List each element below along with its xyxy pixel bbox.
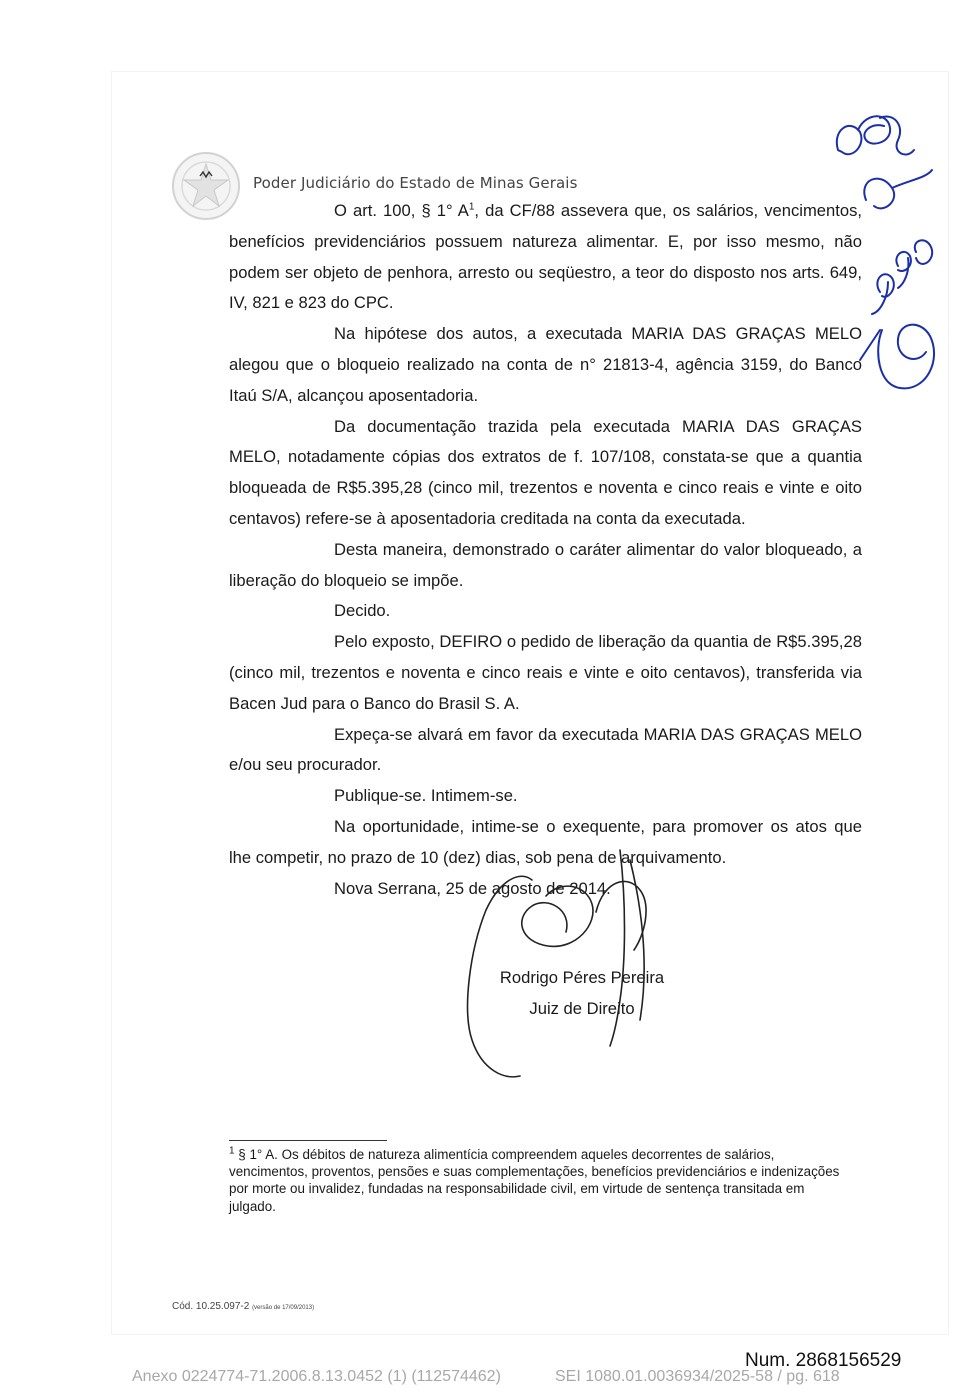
- signature-block: [487, 962, 677, 1024]
- paragraph-decido: Decido.: [334, 601, 391, 621]
- footnote-divider: [229, 1140, 387, 1141]
- annex-watermark: Anexo 0224774-71.2006.8.13.0452 (1) (112574462): [132, 1368, 501, 1385]
- institution-header: Poder Judiciário do Estado de Minas Gerais: [253, 174, 578, 192]
- decision-body: [229, 196, 862, 904]
- form-code: Cód. 10.25.097-2 (versão de 17/09/2013): [172, 1301, 315, 1312]
- form-version: (versão de 17/09/2013): [252, 1305, 315, 1311]
- paragraph-conclusion: Desta maneira, demonstrado o caráter alimentar do valor bloqueado, a liberação do bloqueio se impõe.: [229, 539, 862, 590]
- judge-name: Rodrigo Péres Pereira: [499, 968, 665, 987]
- judge-title: Juiz de Direito: [529, 999, 635, 1018]
- paragraph-summons: Na oportunidade, intime-se o exequente, para promover os atos que lhe competir, no prazo de 10 (dez) dias, sob pena de arquivamento.: [229, 816, 862, 867]
- footnote-marker: 1: [468, 201, 475, 213]
- footnote-text: § 1° A. Os débitos de natureza alimentícia compreendem aqueles decorrentes de salários, vencimentos, proventos, pensões e suas complementações, benefícios previdenciários e indenizações por morte ou invalidez, fundadas na responsabilidade civil, em virtude de sentença transitada em julgado.: [229, 1147, 840, 1214]
- paragraph-hypothesis: Na hipótese dos autos, a executada MARIA DAS GRAÇAS MELO alegou que o bloqueio realizado na conta de n° 21813-4, agência 3159, do Banco Itaú S/A, alcançou aposentadoria.: [229, 324, 862, 405]
- paragraph-article-100: O art. 100, § 1° $A^1$, da CF/88 assevera que, os salários, vencimentos, benefícios previdenciários possuem natureza alimentar. E, por isso mesmo, não podem ser objeto de penhora, arresto ou seqüestro, a teor do disposto nos arts. 649, IV, 821 e 823 do CPC.: [229, 201, 862, 313]
- document-number: Num. 2868156529: [745, 1350, 902, 1371]
- footnote: $^1$ § 1° A. Os débitos de natureza alimentícia compreendem aqueles decorrentes de salários, vencimentos, proventos, pensões e suas complementações, benefícios previdenciários e indenizações por morte ou invalidez, fundadas na responsabilidade civil, em virtude de sentença transitada em julgado.: [229, 1145, 840, 1214]
- paragraph-date-place: Nova Serrana, 25 de agosto de 2014.: [334, 878, 611, 898]
- paragraph-alvara: Expeça-se alvará em favor da executada MARIA DAS GRAÇAS MELO e/ou seu procurador.: [229, 724, 862, 775]
- paragraph-publish: Publique-se. Intimem-se.: [334, 786, 518, 806]
- sei-watermark: SEI 1080.01.0036934/2025-58 / pg. 618: [555, 1368, 840, 1385]
- paragraph-documentation: Da documentação trazida pela executada MARIA DAS GRAÇAS MELO, notadamente cópias dos extratos de f. 107/108, constata-se que a quantia bloqueada de R$5.395,28 (cinco mil, trezentos e noventa e cinco reais e vinte e oito centavos) refere-se à aposentadoria creditada na conta da executada.: [229, 416, 862, 528]
- paragraph-ruling: Pelo exposto, DEFIRO o pedido de liberação da quantia de R$5.395,28 (cinco mil, trezentos e noventa e cinco reais e vinte e oito centavos), transferida via Bacen Jud para o Banco do Brasil S. A.: [229, 632, 862, 713]
